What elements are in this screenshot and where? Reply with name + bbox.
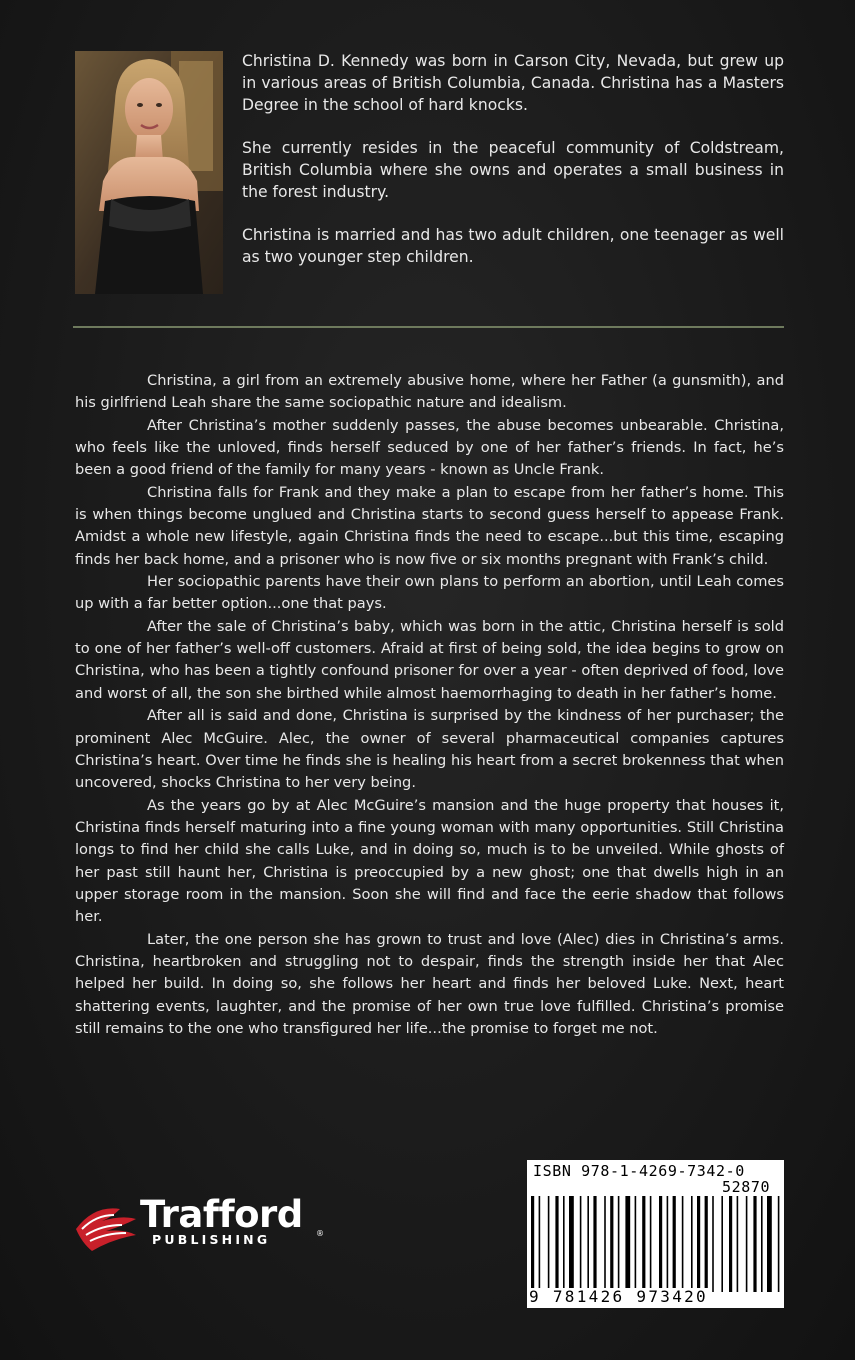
barcode-bar <box>746 1196 748 1292</box>
synopsis-paragraph: As the years go by at Alec McGuire’s mansion and the huge property that houses it, Christina finds herself maturing into a fine young woman with many opportunities. Still Christina longs to find her child she calls Luke, and in doing so, much is to be unveiled. While ghosts of her past still haunt her, Christina is preoccupied by a new ghost; one that dwells high in an upper storage room in the mansion. Soon she will find and face the eerie shadow that follows her. <box>75 796 784 926</box>
publisher-subtitle: PUBLISHING <box>152 1232 271 1247</box>
barcode-bar <box>569 1196 574 1292</box>
barcode-bar <box>691 1196 693 1292</box>
barcode-bar <box>697 1196 700 1292</box>
barcode-bar <box>650 1196 652 1292</box>
barcode-bar <box>705 1196 708 1292</box>
barcode-bar <box>729 1196 732 1292</box>
bio-paragraph: She currently resides in the peaceful community of Coldstream, British Columbia where she owns and operates a small business in the forest industry. <box>242 139 784 201</box>
barcode-bar <box>625 1196 630 1292</box>
barcode-bar <box>618 1196 620 1292</box>
barcode-digits: 9 781426 973420 <box>529 1288 712 1306</box>
bio-paragraph: Christina D. Kennedy was born in Carson City, Nevada, but grew up in various areas of British Columbia, Canada. Christina has a Masters Degree in the school of hard knocks. <box>242 52 784 114</box>
barcode-bar <box>539 1196 541 1292</box>
author-photo <box>75 51 223 294</box>
barcode-bar <box>580 1196 582 1292</box>
synopsis-paragraph: After the sale of Christina’s baby, which was born in the attic, Christina herself is sold to one of her father’s well-off customers. Afraid at first of being sold, the idea begins to grow on Christina, who has been a tightly confound prisoner for over a year - often deprived of food, love and worst of all, the son she birthed while almost haemorrhaging to death in her father’s home. <box>75 617 784 702</box>
author-portrait-image <box>75 51 223 294</box>
author-bio <box>242 50 784 289</box>
barcode-bar <box>712 1196 714 1292</box>
barcode-bar <box>659 1196 662 1292</box>
price-code: 52870 <box>722 1178 771 1196</box>
barcode-bar <box>563 1196 565 1292</box>
barcode-bar <box>673 1196 676 1292</box>
synopsis-paragraph: After Christina’s mother suddenly passes, the abuse becomes unbearable. Christina, who feels like the unloved, finds herself seduced by one of her father’s friends. In fact, he’s been a good friend of the family for many years - known as Uncle Frank. <box>75 416 784 479</box>
synopsis-paragraph: Later, the one person she has grown to trust and love (Alec) dies in Christina’s arms. Christina, heartbroken and struggling not to despair, finds the strength inside her that Alec helped her build. In doing so, she follows her heart and finds her beloved Luke. Next, heart shattering events, laughter, and the promise of her own true love fulfilled. Christina’s promise still remains to the one who transfigured her life...the promise to forget me not. <box>75 930 784 1037</box>
barcode-bar <box>604 1196 606 1292</box>
barcode-bar <box>753 1196 756 1292</box>
synopsis-paragraph: Her sociopathic parents have their own plans to perform an abortion, until Leah comes up with a far better option...one that pays. <box>75 573 784 613</box>
registered-mark: ® <box>316 1229 324 1238</box>
publisher-logo <box>72 1193 332 1257</box>
barcode-bar <box>767 1196 772 1292</box>
synopsis-paragraph: Christina falls for Frank and they make a plan to escape from her father’s home. This is when things become unglued and Christina starts to second guess herself to appease Frank. Amidst a whole new lifestyle, again Christina finds the need to escape...but this time, escaping finds her back home, and a prisoner who is now five or six months pregnant with Frank’s child. <box>75 483 784 568</box>
synopsis-paragraph: Christina, a girl from an extremely abusive home, where her Father (a gunsmith), and his girlfriend Leah share the same sociopathic nature and idealism. <box>75 372 784 412</box>
isbn-label: ISBN 978-1-4269-7342-0 <box>533 1162 745 1180</box>
synopsis-paragraph: After all is said and done, Christina is surprised by the kindness of her purchaser; the prominent Alec McGuire. Alec, the owner of several pharmaceutical companies captures Christina’s heart. Over time he finds she is healing his heart from a secret brokenness that when uncovered, shocks Christina to her very being. <box>75 707 784 792</box>
book-wave-icon <box>72 1199 140 1255</box>
book-synopsis <box>75 370 784 1040</box>
section-divider <box>73 326 784 328</box>
barcode-bar <box>587 1196 589 1292</box>
barcode-bars <box>527 1196 784 1292</box>
barcode-bar <box>721 1196 723 1292</box>
barcode-bar <box>531 1196 534 1292</box>
barcode-bar <box>682 1196 684 1292</box>
barcode-bar <box>737 1196 739 1292</box>
bio-paragraph: Christina is married and has two adult children, one teenager as well as two younger step children. <box>242 226 784 266</box>
barcode-bar <box>778 1196 780 1292</box>
barcode-bar <box>548 1196 550 1292</box>
barcode-bar <box>635 1196 637 1292</box>
barcode-bar <box>761 1196 763 1292</box>
barcode-bar <box>593 1196 596 1292</box>
publisher-name: Trafford <box>140 1193 303 1236</box>
barcode-bar <box>555 1196 558 1292</box>
barcode-bar <box>642 1196 645 1292</box>
isbn-barcode <box>527 1160 784 1308</box>
barcode-bar <box>667 1196 669 1292</box>
barcode-bar <box>610 1196 613 1292</box>
